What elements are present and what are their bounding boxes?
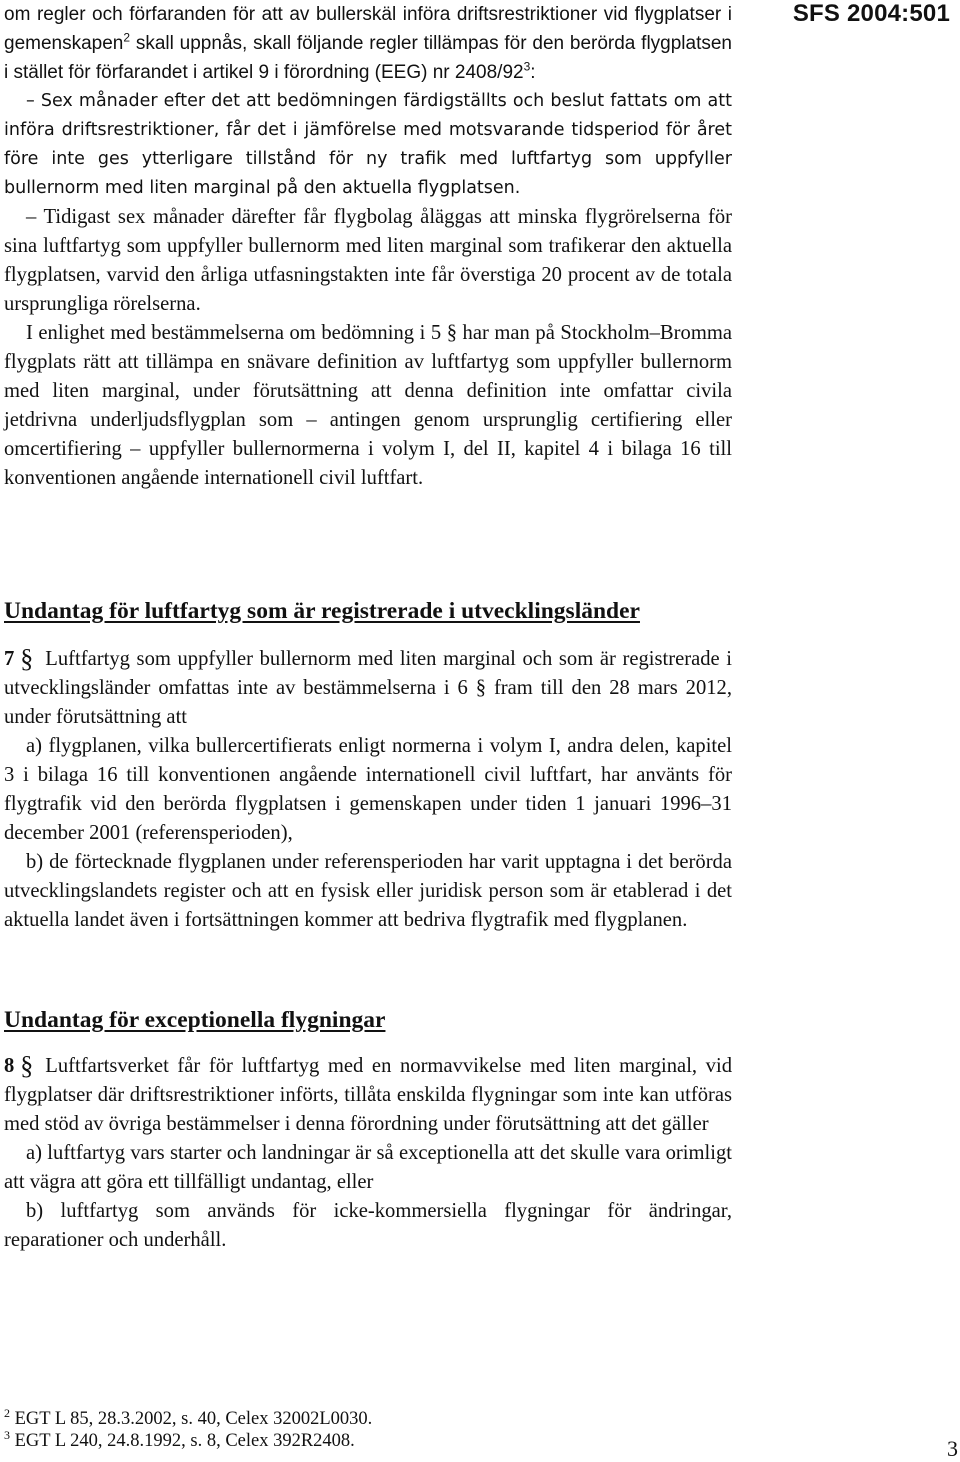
section-7-lead [4, 645, 732, 732]
intro-text-2: skall uppnås, skall följande regler tillämpas för den berörda flygplatsen i stället för förfarandet i artikel 9 i förordning (EEG) nr 2408/92 [4, 33, 732, 83]
bromma-paragraph: I enlighet med bestämmelserna om bedömning i 5 § har man på Stockholm–Bromma flygplats rätt att tillämpa en snävare definition av luftfartyg som uppfyller bullernorm med liten marginal, under förutsättning att denna definition inte omfattar civila jetdrivna underljudsflygplan som – antingen genom ursprunglig certifiering eller omcertifiering – uppfyller bullernormerna i volym I, del II, kapitel 4 i bilaga 16 till konventionen angående internationell civil luftfart. [4, 322, 732, 489]
section-8-item-b: b) luftfartyg som används för icke-kommersiella flygningar för ändringar, reparationer och underhåll. [4, 1200, 732, 1251]
section-8-lead [4, 1052, 732, 1139]
intro-text-1: om regler och förfaranden för att av bullerskäl införa driftsrestriktioner vid flygplatser i gemenskapen [4, 4, 732, 54]
section-8-heading: Undantag för exceptionella flygningar [4, 1007, 386, 1033]
footnote-2 [4, 1405, 373, 1431]
footnote-text: EGT L 85, 28.3.2002, s. 40, Celex 32002L0030. [10, 1409, 373, 1429]
section-sign-icon: § [20, 644, 34, 673]
page-number: 3 [947, 1436, 958, 1461]
section-8-number: 8 [4, 1055, 15, 1077]
section-sign-icon: § [20, 1051, 34, 1080]
intro-text-3: : [530, 62, 536, 83]
section-7-text: Luftfartyg som uppfyller bullernorm med liten marginal och som är registrerade i utvecklingsländer omfattas inte av bestämmelserna i 6 § fram till den 28 mars 2012, under förutsättning att [4, 648, 732, 728]
section-7-item-a: a) flygplanen, vilka bullercertifierats enligt normerna i volym I, andra delen, kapitel 3 i bilaga 16 till konventionen angående internationell civil luftfart, har använts för flygtrafik vid den berörda flygplatsen i gemenskapen under tiden 1 januari 1996–31 december 2001 (referensperioden), [4, 735, 732, 844]
footnote-3 [4, 1427, 355, 1453]
footnote-number: 3 [4, 1427, 10, 1442]
footnote-number: 2 [4, 1405, 10, 1420]
footnote-text: EGT L 240, 24.8.1992, s. 8, Celex 392R2408. [10, 1431, 355, 1451]
intro-paragraph [4, 0, 732, 87]
footnote-ref-3[interactable]: 3 [523, 59, 531, 74]
footnote-ref-2[interactable]: 2 [123, 30, 131, 45]
section-7-heading: Undantag för luftfartyg som är registrerade i utvecklingsländer [4, 598, 640, 624]
dash-item-1: – Sex månader efter det att bedömningen färdigställts och beslut fattats om att införa driftsrestriktioner, får det i jämförelse med motsvarande tidsperiod för året före inte ges ytterligare tillstånd för ny trafik med luftfartyg som uppfyller bullernorm med liten marginal på den aktuella flygplatsen. [4, 91, 732, 198]
section-8 [4, 1005, 732, 1255]
section-8-item-a: a) luftfartyg vars starter och landningar är så exceptionella att det skulle vara orimligt att vägra att göra ett tillfälligt undantag, eller [4, 1142, 732, 1193]
section-7-number: 7 [4, 648, 15, 670]
section-7 [4, 596, 732, 935]
dash-item-2: – Tidigast sex månader därefter får flygbolag åläggas att minska flygrörelserna för sina luftfartyg som uppfyller bullernorm med liten marginal som trafikerar den aktuella flygplatsen, varvid den årliga utfasningstakten inte får överstiga 20 procent av de totala ursprungliga rörelserna. [4, 206, 732, 315]
section-8-text: Luftfartsverket får för luftfartyg med en normavvikelse med liten marginal, vid flygplatser där driftsrestriktioner införts, tillåta enskilda flygningar som inte kan utföras med stöd av övriga bestämmelser i denna förordning under förutsättning att det gäller [4, 1055, 732, 1135]
section-7-item-b: b) de förtecknade flygplanen under referensperioden har varit upptagna i det berörda utvecklingslandets register och att en fysisk eller juridisk person som är etablerad i det aktuella landet även i fortsättningen kommer att bedriva flygtrafik med flygplanen. [4, 851, 732, 931]
top-block [4, 0, 732, 493]
sfs-number: SFS 2004:501 [792, 0, 950, 27]
